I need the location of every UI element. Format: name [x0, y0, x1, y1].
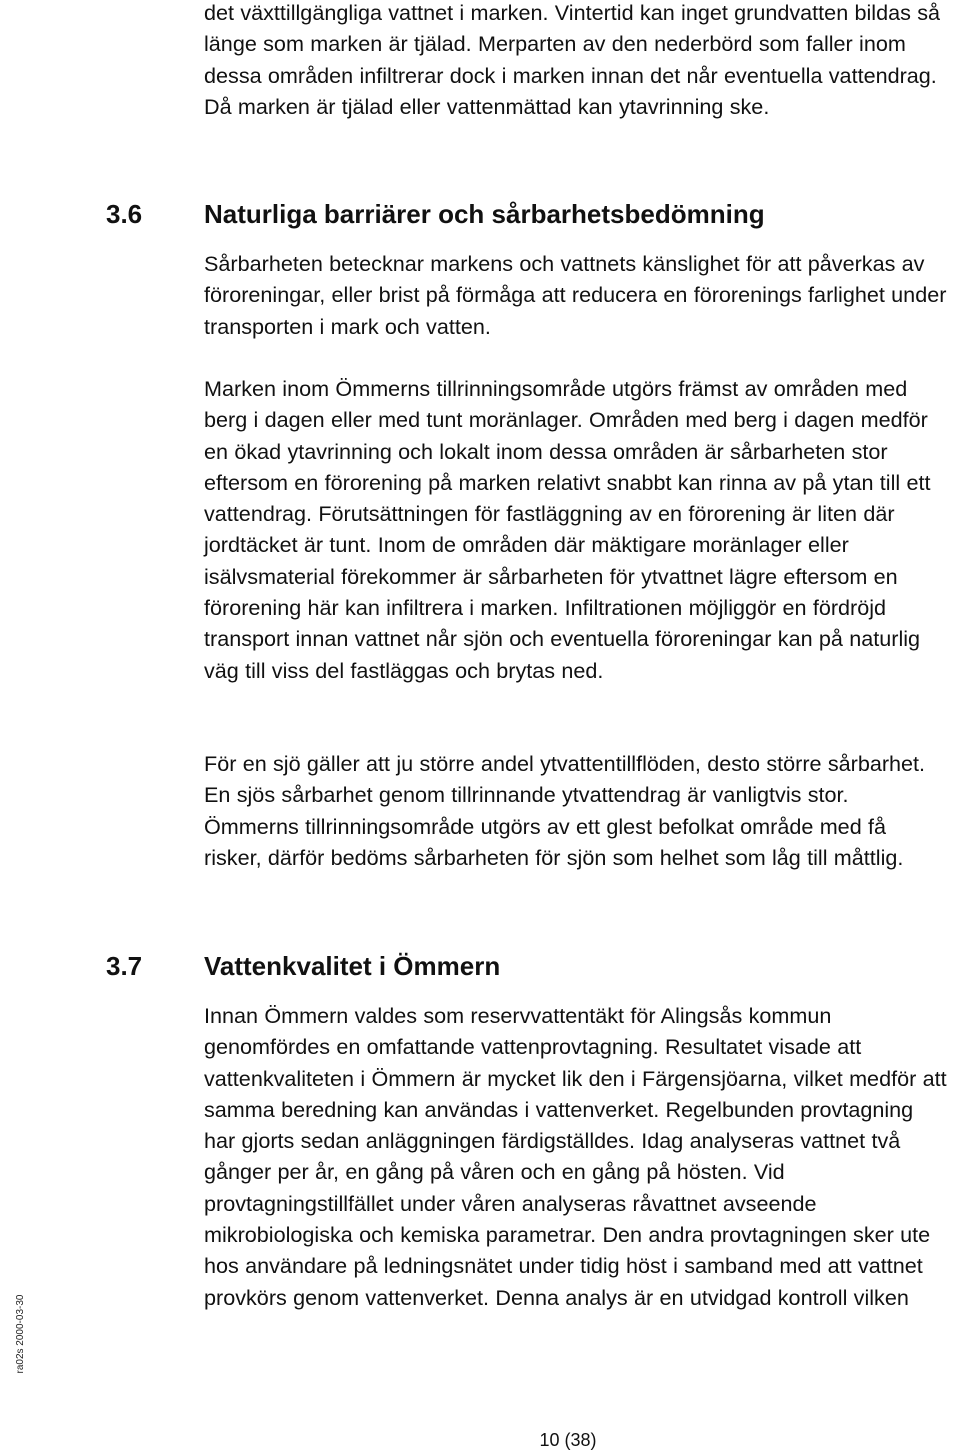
heading-3-7-title: Vattenkvalitet i Ömmern	[204, 951, 501, 981]
paragraph-sarbarhet-definition: Sårbarheten betecknar markens och vattnets känslighet för att påverkas av föroreningar, eller brist på förmåga att reducera en förorenings farlighet under transporten i mark och vatten.	[204, 251, 947, 339]
heading-3-6-title: Naturliga barriärer och sårbarhetsbedömning	[204, 199, 765, 229]
heading-3-6	[106, 198, 765, 230]
paragraph-marken: Marken inom Ömmerns tillrinningsområde utgörs främst av områden med berg i dagen eller med tunt moränlager. Områden med berg i dagen medför en ökad ytavrinning och lokalt inom dessa områden är sårbarheten stor eftersom en förorening på marken relativt snabbt kan rinna av på ytan till ett vattendrag. Förutsättningen för fastläggning av en förorening är liten där jordtäcket är tunt. Inom de områden där mäktigare moränlager eller isälvsmaterial förekommer är sårbarheten för ytvattnet lägre eftersom en förorening här kan infiltrera i marken. Infiltrationen möjliggör en fördröjd transport innan vattnet når sjön och eventuella föroreningar kan på naturlig väg till viss del fastläggas och brytas ned.	[204, 376, 931, 683]
paragraph-vattenkvalitet: Innan Ömmern valdes som reservvattentäkt för Alingsås kommun genomfördes en omfattande vattenprovtagning. Resultatet visade att vattenkvaliteten i Ömmern är mycket lik den i Färgensjöarna, vilket medför att samma beredning kan användas i vattenverket. Regelbunden provtagning har gjorts sedan anläggningen färdigställdes. Idag analyseras vattnet två gånger per år, en gång på våren och en gång på hösten. Vid provtagningstillfället under våren analyseras råvattnet avseende mikrobiologiska och kemiska parametrar. Den andra provtagningen sker ute hos användare på ledningsnätet under tidig höst i samband med att vattnet provkörs genom vattenverket. Denna analys är en utvidgad kontroll vilken	[204, 1003, 947, 1310]
side-stamp: ra02s 2000-03-30	[15, 1294, 26, 1374]
paragraph-sjo-sarbarhet: För en sjö gäller att ju större andel ytvattentillflöden, desto större sårbarhet. En sjös sårbarhet genom tillrinnande ytvattendrag är vanligtvis stor. Ömmerns tillrinningsområde utgörs av ett glest befolkat område med få risker, därför bedöms sårbarheten för sjön som helhet som låg till måttlig.	[204, 751, 926, 870]
heading-3-7-number: 3.7	[106, 951, 143, 981]
heading-3-7	[106, 950, 500, 982]
heading-3-6-number: 3.6	[106, 199, 143, 229]
paragraph-intro: det växttillgängliga vattnet i marken. Vintertid kan inget grundvatten bildas så länge som marken är tjälad. Merparten av den nederbörd som faller inom dessa områden infiltrerar dock i marken innan det når eventuella vattendrag. Då marken är tjälad eller vattenmättad kan ytavrinning ske.	[204, 0, 941, 119]
page-number: 10 (38)	[539, 1430, 597, 1450]
